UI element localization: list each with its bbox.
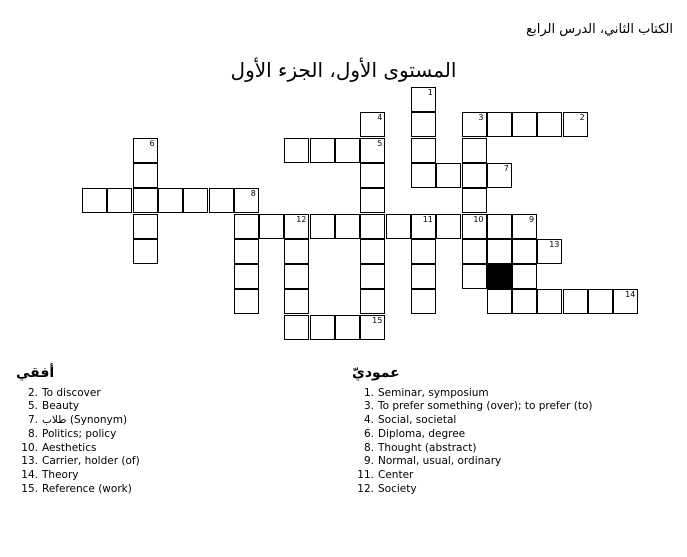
grid-cell[interactable] xyxy=(133,239,158,264)
grid-cell[interactable] xyxy=(411,87,436,112)
grid-cell[interactable] xyxy=(360,214,385,239)
grid-cell[interactable] xyxy=(386,214,411,239)
grid-cell[interactable] xyxy=(411,264,436,289)
grid-cell[interactable] xyxy=(512,289,537,314)
clue-number: 1 xyxy=(427,88,433,97)
grid-cell[interactable] xyxy=(563,112,588,137)
grid-cell[interactable] xyxy=(411,239,436,264)
grid-cell[interactable] xyxy=(411,289,436,314)
grid-cell[interactable] xyxy=(436,163,461,188)
clue-number: 11 xyxy=(422,214,433,224)
clue-number: 5 xyxy=(377,138,383,148)
grid-cell[interactable] xyxy=(284,264,309,289)
grid-cell[interactable] xyxy=(360,289,385,314)
list-item: 4. Social, societal xyxy=(363,414,457,427)
grid-cell[interactable] xyxy=(613,289,638,314)
list-item: 14. Theory xyxy=(21,468,79,481)
clue-number: 12 xyxy=(296,214,307,224)
grid-cell[interactable] xyxy=(512,214,537,239)
list-item: 8. Thought (abstract) xyxy=(363,441,477,454)
clue-number: 15 xyxy=(372,315,383,325)
grid-cell[interactable] xyxy=(335,214,360,239)
grid-cell[interactable] xyxy=(284,214,309,239)
grid-cell[interactable] xyxy=(360,163,385,188)
grid-cell[interactable] xyxy=(234,289,259,314)
grid-cell[interactable] xyxy=(259,214,284,239)
grid-cell[interactable] xyxy=(335,315,360,340)
grid-cell[interactable] xyxy=(537,239,562,264)
grid-cell[interactable] xyxy=(133,163,158,188)
grid-cell[interactable] xyxy=(133,188,158,213)
grid-cell[interactable] xyxy=(310,138,335,163)
grid-cell[interactable] xyxy=(234,188,259,213)
grid-cell[interactable] xyxy=(310,315,335,340)
grid-cell[interactable] xyxy=(360,315,385,340)
list-item: 1. Seminar, symposium xyxy=(363,386,489,399)
grid-cell[interactable] xyxy=(411,138,436,163)
grid-cell[interactable] xyxy=(588,289,613,314)
grid-cell[interactable] xyxy=(462,264,487,289)
grid-cell[interactable] xyxy=(487,289,512,314)
grid-cell[interactable] xyxy=(82,188,107,213)
list-item: 9. Normal, usual, ordinary xyxy=(363,455,502,468)
grid-cell[interactable] xyxy=(411,214,436,239)
black-cell xyxy=(487,264,512,289)
grid-cell[interactable] xyxy=(133,214,158,239)
grid-cell[interactable] xyxy=(310,214,335,239)
clue-number: 2 xyxy=(579,113,585,123)
grid-cell[interactable] xyxy=(537,289,562,314)
grid-cell[interactable] xyxy=(107,188,132,213)
grid-cell[interactable] xyxy=(462,239,487,264)
grid-cell[interactable] xyxy=(487,214,512,239)
lesson-note: الكتاب الثاني، الدرس الرابع xyxy=(526,22,673,37)
grid-cell[interactable] xyxy=(537,112,562,137)
across-clues xyxy=(16,367,140,496)
list-item: 10. Aesthetics xyxy=(21,441,97,454)
list-item: 8. Politics; policy xyxy=(27,427,117,440)
grid-cell[interactable] xyxy=(462,214,487,239)
grid-cell[interactable] xyxy=(462,188,487,213)
list-item: 7. طلاب (Synonym) xyxy=(27,414,128,427)
clue-number: 14 xyxy=(625,290,636,300)
grid-cell[interactable] xyxy=(462,163,487,188)
grid-cell[interactable] xyxy=(284,315,309,340)
grid-cell[interactable] xyxy=(158,188,183,213)
clue-number: 4 xyxy=(377,113,383,123)
page-title: المستوى الأول، الجزء الأول xyxy=(230,58,457,82)
grid-cell[interactable] xyxy=(335,138,360,163)
down-heading: عموديّ xyxy=(352,365,400,381)
clue-number: 13 xyxy=(549,239,560,249)
grid-cell[interactable] xyxy=(487,239,512,264)
grid-cell[interactable] xyxy=(360,239,385,264)
clue-number: 9 xyxy=(529,214,535,224)
grid-cell[interactable] xyxy=(563,289,588,314)
list-item: 2. To discover xyxy=(27,386,101,399)
list-item: 15. Reference (work) xyxy=(21,482,132,495)
grid-cell[interactable] xyxy=(360,138,385,163)
clue-number: 3 xyxy=(478,113,484,123)
grid-cell[interactable] xyxy=(209,188,234,213)
grid-cell[interactable] xyxy=(512,264,537,289)
grid-cell[interactable] xyxy=(436,214,461,239)
grid-cell[interactable] xyxy=(284,289,309,314)
grid-cell[interactable] xyxy=(360,264,385,289)
grid-cell[interactable] xyxy=(284,138,309,163)
grid-cell[interactable] xyxy=(133,138,158,163)
grid-cell[interactable] xyxy=(487,112,512,137)
list-item: 13. Carrier, holder (of) xyxy=(21,455,140,468)
grid-cell[interactable] xyxy=(512,112,537,137)
grid-cell[interactable] xyxy=(411,163,436,188)
clue-number: 6 xyxy=(149,138,155,148)
grid-cell[interactable] xyxy=(487,163,512,188)
grid-cell[interactable] xyxy=(360,112,385,137)
across-heading: أفقي xyxy=(16,365,55,381)
grid-cell[interactable] xyxy=(512,239,537,264)
clue-number: 10 xyxy=(473,214,484,224)
grid-cell[interactable] xyxy=(462,112,487,137)
grid-cell[interactable] xyxy=(284,239,309,264)
grid-cell[interactable] xyxy=(234,214,259,239)
down-clues xyxy=(352,367,592,496)
grid-cell[interactable] xyxy=(183,188,208,213)
grid-cell[interactable] xyxy=(234,264,259,289)
list-item: 11. Center xyxy=(357,468,414,481)
grid-cell[interactable] xyxy=(462,138,487,163)
grid-cell[interactable] xyxy=(234,239,259,264)
list-item: 5. Beauty xyxy=(27,400,80,413)
clue-number: 7 xyxy=(503,163,509,173)
clue-number: 8 xyxy=(250,189,256,199)
list-item: 6. Diploma, degree xyxy=(363,427,466,440)
list-item: 3. To prefer something (over); to prefer (to) xyxy=(363,400,593,413)
grid-cell[interactable] xyxy=(360,188,385,213)
list-item: 12. Society xyxy=(357,482,417,495)
grid-cell[interactable] xyxy=(411,112,436,137)
